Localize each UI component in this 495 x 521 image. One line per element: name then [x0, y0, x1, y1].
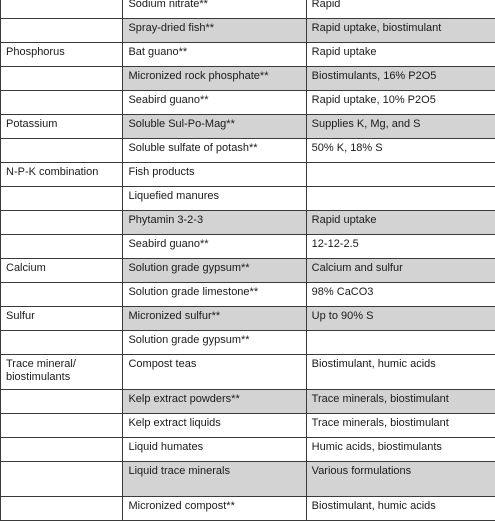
table-row — [1, 0, 495, 19]
table-row — [1, 438, 495, 462]
table-row — [1, 211, 495, 235]
source-cell: Seabird guano** — [123, 91, 306, 115]
table-row — [1, 115, 495, 139]
nutrient-cell — [1, 211, 123, 235]
notes-cell: Rapid — [306, 0, 495, 19]
notes-cell: Trace minerals, biostimulant — [306, 390, 495, 414]
notes-cell: Rapid uptake, biostimulant — [306, 19, 495, 43]
nutrient-cell — [1, 67, 123, 91]
nutrient-cell: Trace mineral/ biostimulants — [1, 355, 123, 390]
source-cell: Phytamin 3-2-3 — [123, 211, 306, 235]
nutrient-cell — [1, 497, 123, 521]
source-cell: Sodium nitrate** — [123, 0, 306, 19]
source-cell: Micronized sulfur** — [123, 307, 306, 331]
table-row — [1, 67, 495, 91]
table-row — [1, 139, 495, 163]
nutrient-cell — [1, 390, 123, 414]
nutrient-cell: Phosphorus — [1, 43, 123, 67]
table-row — [1, 462, 495, 497]
table-row — [1, 259, 495, 283]
notes-cell: Calcium and sulfur — [306, 259, 495, 283]
source-cell: Kelp extract powders** — [123, 390, 306, 414]
table-row — [1, 355, 495, 390]
source-cell: Compost teas — [123, 355, 306, 390]
source-cell: Bat guano** — [123, 43, 306, 67]
table-row — [1, 283, 495, 307]
nutrient-cell — [1, 235, 123, 259]
notes-cell: Various formulations — [306, 462, 495, 497]
source-cell: Kelp extract liquids — [123, 414, 306, 438]
notes-cell: Rapid uptake — [306, 211, 495, 235]
table-row — [1, 43, 495, 67]
source-cell: Seabird guano** — [123, 235, 306, 259]
notes-cell: Rapid uptake — [306, 43, 495, 67]
source-cell: Liquid trace minerals — [123, 462, 306, 497]
source-cell: Liquid humates — [123, 438, 306, 462]
table-row — [1, 414, 495, 438]
notes-cell: 50% K, 18% S — [306, 139, 495, 163]
source-cell: Solution grade gypsum** — [123, 331, 306, 355]
notes-cell: Rapid uptake, 10% P2O5 — [306, 91, 495, 115]
notes-cell: 12-12-2.5 — [306, 235, 495, 259]
source-cell: Spray-dried fish** — [123, 19, 306, 43]
source-cell: Solution grade limestone** — [123, 283, 306, 307]
notes-cell: Humic acids, biostimulants — [306, 438, 495, 462]
table-row — [1, 19, 495, 43]
nutrient-cell — [1, 19, 123, 43]
table-row — [1, 235, 495, 259]
notes-cell: Supplies K, Mg, and S — [306, 115, 495, 139]
notes-cell: Biostimulant, humic acids — [306, 497, 495, 521]
nutrient-cell: Calcium — [1, 259, 123, 283]
nutrient-cell — [1, 139, 123, 163]
source-cell: Liquefied manures — [123, 187, 306, 211]
nutrient-cell — [1, 91, 123, 115]
nutrient-cell: N-P-K combination — [1, 163, 123, 187]
source-cell: Soluble sulfate of potash** — [123, 139, 306, 163]
notes-cell: 98% CaCO3 — [306, 283, 495, 307]
source-cell: Solution grade gypsum** — [123, 259, 306, 283]
table-row — [1, 307, 495, 331]
notes-cell: Biostimulants, 16% P2O5 — [306, 67, 495, 91]
source-cell: Micronized compost** — [123, 497, 306, 521]
nutrient-cell — [1, 283, 123, 307]
table-row — [1, 91, 495, 115]
notes-cell — [306, 187, 495, 211]
notes-cell: Up to 90% S — [306, 307, 495, 331]
nutrient-cell: Sulfur — [1, 307, 123, 331]
nutrient-cell — [1, 462, 123, 497]
notes-cell: Trace minerals, biostimulant — [306, 414, 495, 438]
table-row — [1, 187, 495, 211]
nutrient-cell — [1, 187, 123, 211]
notes-cell: Biostimulant, humic acids — [306, 355, 495, 390]
table-body — [1, 0, 495, 521]
table-row — [1, 390, 495, 414]
nutrient-cell — [1, 331, 123, 355]
notes-cell — [306, 163, 495, 187]
nutrient-cell — [1, 438, 123, 462]
nutrient-cell: Potassium — [1, 115, 123, 139]
table-row — [1, 163, 495, 187]
nutrient-cell — [1, 0, 123, 19]
notes-cell — [306, 331, 495, 355]
source-cell: Fish products — [123, 163, 306, 187]
source-cell: Micronized rock phosphate** — [123, 67, 306, 91]
table-row — [1, 497, 495, 521]
nutrient-cell — [1, 414, 123, 438]
source-cell: Soluble Sul-Po-Mag** — [123, 115, 306, 139]
table-row — [1, 331, 495, 355]
